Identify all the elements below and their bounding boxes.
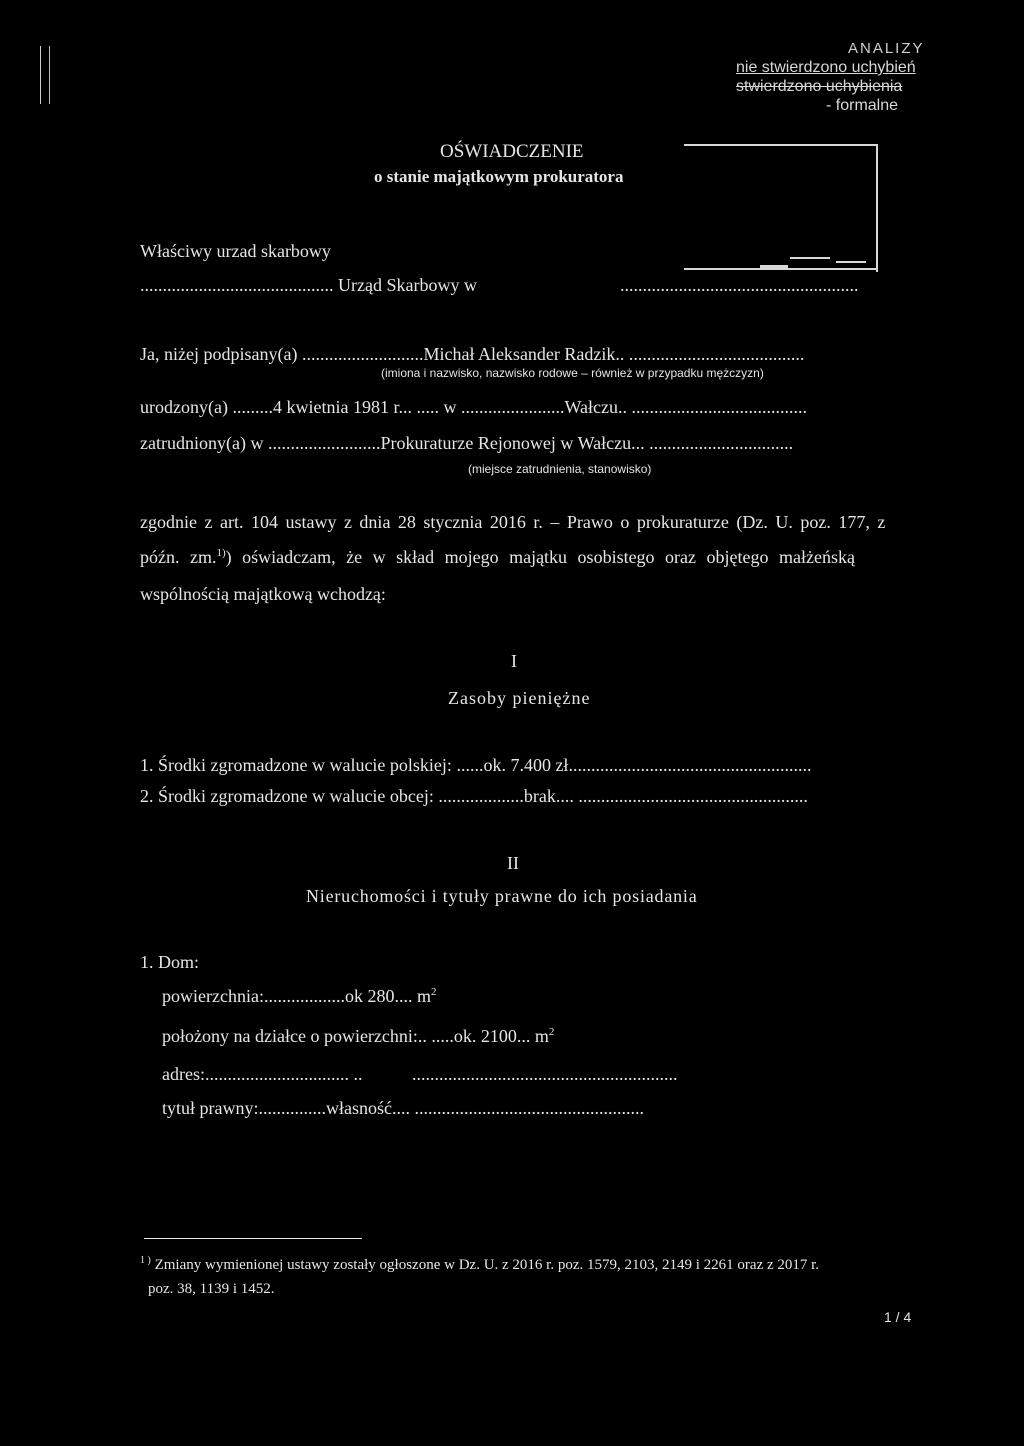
birth-date: 4 kwietnia 1981 r.	[272, 397, 403, 417]
legal-title-label: tytuł prawny:	[162, 1098, 259, 1118]
footnote-line-2: poz. 38, 1139 i 1452.	[148, 1281, 275, 1297]
scan-margin-line	[49, 46, 50, 104]
section-i-numeral: I	[511, 651, 517, 671]
statement-line-3: wspólnością majątkową wchodzą:	[140, 584, 386, 604]
declarant-name-hint: (imiona i nazwisko, nazwisko rodowe – również w przypadku mężczyzn)	[381, 366, 764, 380]
cash-foreign-line	[140, 786, 808, 807]
footnote-ref: 1)	[216, 547, 226, 559]
dot-leader: ..................	[263, 986, 345, 1006]
stamp-option-no-issues: nie stwierdzono uchybień	[736, 59, 916, 76]
legal-title-value: własność	[326, 1098, 392, 1118]
address-line-tail: ...........................................................	[412, 1064, 678, 1084]
legal-title-line	[162, 1098, 644, 1119]
house-label: 1. Dom:	[140, 952, 200, 972]
statement-end: ) oświadczam, że w skład mojego majątku osobistego oraz objętego małżeńską	[225, 547, 855, 567]
dot-leader: .....	[456, 755, 479, 775]
plot-area-label: położony na działce o powierzchni:	[162, 1026, 418, 1046]
dot-leader: .. .......................................	[615, 344, 805, 364]
house-area-line	[162, 986, 436, 1007]
employment-label: zatrudniony(a) w	[140, 433, 264, 453]
statement-start: późn. zm.	[140, 547, 217, 567]
dot-leader: .... ...................................................	[392, 1098, 644, 1118]
dot-leader: ...................	[438, 786, 524, 806]
stamp-option-formal: - formalne	[826, 97, 899, 114]
document-title: OŚWIADCZENIE	[440, 141, 584, 162]
dot-leader: ...........................................	[140, 275, 334, 295]
dot-leader: ...............	[258, 1098, 326, 1118]
declarant-name-line	[140, 344, 804, 365]
birth-place: Wałczu	[564, 397, 618, 417]
scan-margin-line	[40, 46, 41, 104]
section-i-heading: Zasoby pieniężne	[448, 688, 591, 708]
page-number: 1 / 4	[884, 1309, 912, 1325]
cash-pln-value: .ok. 7.400 zł	[478, 755, 569, 775]
footnote-marker: 1 )	[140, 1255, 151, 1266]
footnote-line-1	[140, 1255, 819, 1274]
statement-line-2	[140, 547, 855, 568]
cash-foreign-label: 2. Środki zgromadzone w walucie obcej:	[140, 786, 434, 806]
section-ii-numeral: II	[507, 853, 519, 873]
stamp-mark	[836, 261, 866, 263]
dot-leader: .. .......................................	[617, 397, 807, 417]
stamp-mark	[760, 265, 788, 269]
dot-leader: .... ...................................................	[555, 786, 808, 806]
plot-area-line	[162, 1026, 554, 1047]
dot-leader: ................................ ..	[204, 1064, 363, 1084]
dot-leader: .........................	[267, 433, 381, 453]
declarant-intro: Ja, niżej podpisany(a)	[140, 344, 298, 364]
address-label: adres:	[162, 1064, 205, 1084]
unit-exponent: 2	[548, 1026, 555, 1038]
stamp-mark	[790, 257, 830, 259]
dot-leader: ......................................................	[568, 755, 812, 775]
house-area-unit: .... m	[394, 986, 431, 1006]
stamp-title: ANALIZY	[848, 40, 925, 57]
footnote-separator	[144, 1238, 362, 1239]
plot-area-value: ok. 2100	[453, 1026, 517, 1046]
birth-in: w	[443, 397, 457, 417]
tax-office-value: Urząd Skarbowy w	[338, 275, 477, 295]
tax-office-line	[140, 275, 477, 296]
declarant-name: Michał Aleksander Radzik	[423, 344, 616, 364]
footnote-text: Zmiany wymienionej ustawy zostały ogłoszone w Dz. U. z 2016 r. poz. 1579, 2103, 2149 i 2261 oraz z 2017 r.	[154, 1257, 820, 1273]
document-subtitle: o stanie majątkowym prokuratora	[374, 167, 624, 186]
statement-line-1: zgodnie z art. 104 ustawy z dnia 28 stycznia 2016 r. – Prawo o prokuraturze (Dz. U. poz. 177, z	[140, 512, 886, 532]
registration-stamp-box	[684, 144, 878, 272]
house-area-label: powierzchnia:	[162, 986, 264, 1006]
house-area-value: ok 280	[344, 986, 395, 1006]
plot-area-unit: ... m	[516, 1026, 549, 1046]
employer-hint: (miejsce zatrudnienia, stanowisko)	[468, 462, 652, 476]
employer: Prokuraturze Rejonowej w Wałczu	[380, 433, 632, 453]
dot-leader: .. .....	[402, 397, 439, 417]
employment-line	[140, 433, 793, 454]
dot-leader: .........	[232, 397, 273, 417]
dot-leader: ...........................	[301, 344, 424, 364]
birth-label: urodzony(a)	[140, 397, 228, 417]
cash-pln-label: 1. Środki zgromadzone w walucie polskiej:	[140, 755, 452, 775]
unit-exponent: 2	[430, 986, 437, 998]
birth-line	[140, 397, 807, 418]
dot-leader: ... ................................	[631, 433, 794, 453]
address-line	[162, 1064, 362, 1085]
dot-leader: .. .....	[417, 1026, 454, 1046]
cash-foreign-value: brak	[523, 786, 556, 806]
tax-office-label: Właściwy urzad skarbowy	[140, 241, 331, 261]
stamp-option-issues: stwierdzono uchybienia	[736, 78, 903, 95]
tax-office-line-right: .....................................................	[620, 275, 859, 295]
dot-leader: .......................	[460, 397, 565, 417]
section-ii-heading: Nieruchomości i tytuły prawne do ich posiadania	[306, 886, 698, 906]
cash-pln-line	[140, 755, 811, 776]
